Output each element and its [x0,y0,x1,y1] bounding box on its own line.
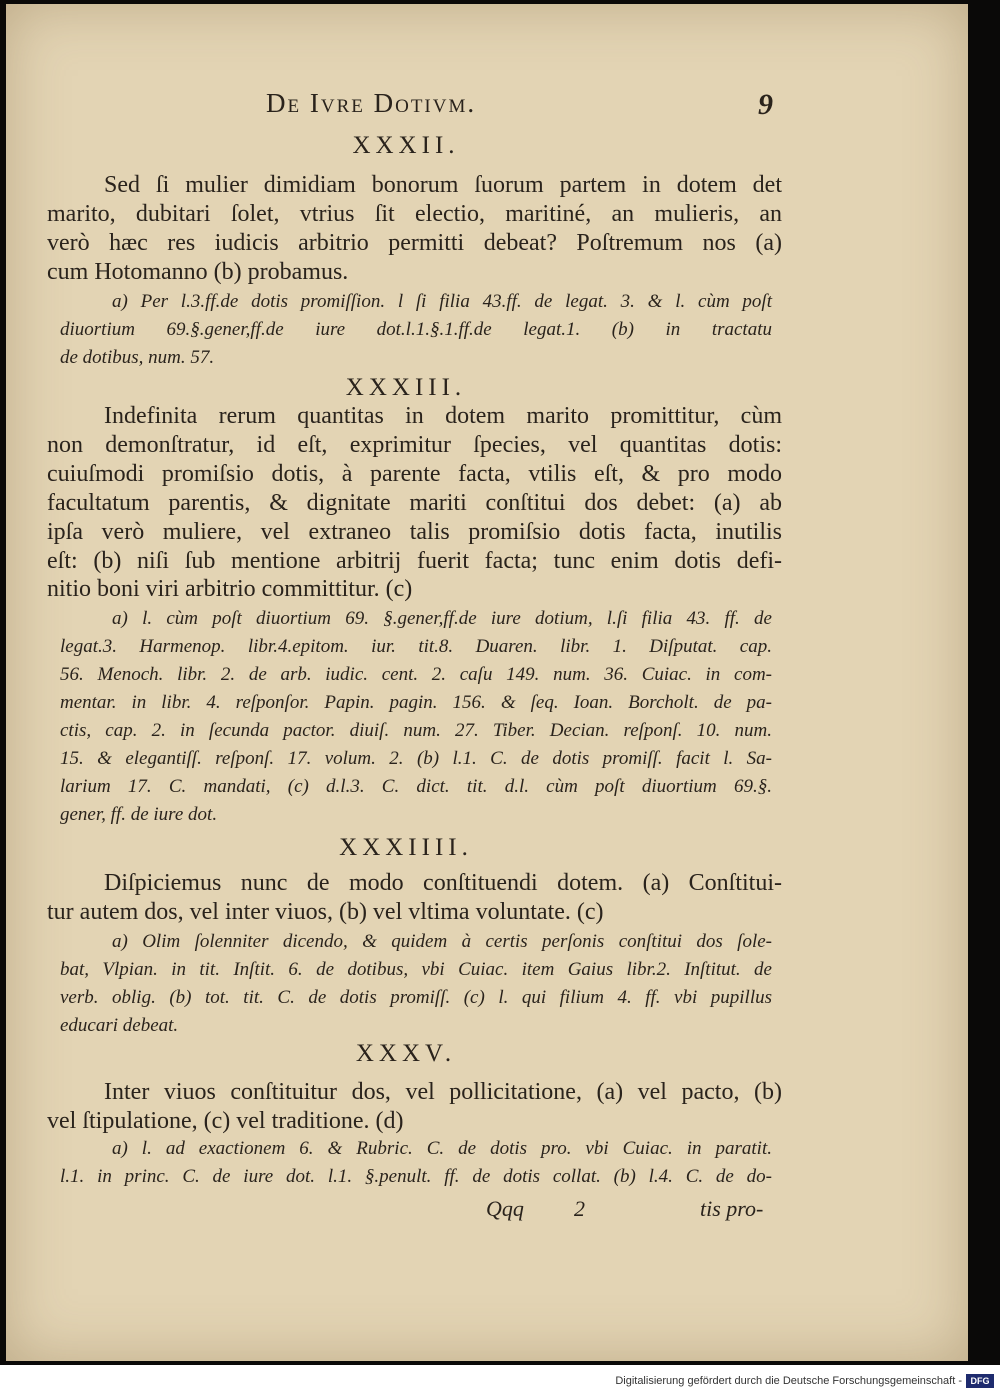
footnote-line: 56. Menoch. libr. 2. de arb. iudic. cent. 2. caſu 149. num. 36. Cuiac. in com- [60,664,772,685]
body-line: eſt: (b) niſi ſub mentione arbitrij fuerit facta; tunc enim dotis defi- [47,548,782,574]
footnote-line: a) l. ad exactionem 6. & Rubric. C. de dotis pro. vbi Cuiac. in paratit. [112,1138,772,1159]
book-page [6,4,968,1361]
section-numeral: XXXV. [355,1040,457,1067]
dfg-logo: DFG [966,1374,994,1388]
body-line: Diſpiciemus nunc de modo conſtituendi dotem. (a) Conſtitui- [104,870,782,896]
footnote-line: larium 17. C. mandati, (c) d.l.3. C. dict. tit. d.l. cùm poſt diuortium 69.§. [60,776,772,797]
digitization-note: Digitalisierung gefördert durch die Deutsche Forschungsgemeinschaft - [615,1375,962,1387]
printer-signature: Qqq [486,1196,524,1221]
section-numeral: XXXIII. [345,374,467,401]
running-title: De Ivre Dotivm. [266,88,477,118]
body-line: cuiuſmodi promiſsio dotis, à parente facta, vtilis eſt, & pro modo [47,461,782,487]
section-numeral: XXXIIII. [339,834,473,861]
body-line: Indefinita rerum quantitas in dotem marito promittitur, cùm [104,403,782,429]
footnote-line: a) l. cùm poſt diuortium 69. §.gener,ff.de iure dotium, l.ſi filia 43. ff. de [112,608,772,629]
footnote-line: mentar. in libr. 4. reſponſor. Papin. pagin. 156. & ſeq. Ioan. Borcholt. de pa- [60,692,772,713]
footnote-line: de dotibus, num. 57. [60,347,215,368]
catchword: tis pro- [700,1196,764,1221]
footnote-line: 15. & elegantiſſ. reſponſ. 17. volum. 2. (b) l.1. C. de dotis promiſſ. facit l. Sa- [60,748,772,769]
footnote-line: diuortium 69.§.gener,ff.de iure dot.l.1.§.1.ff.de legat.1. (b) in tractatu [60,319,772,340]
body-line: verò hæc res iudicis arbitrio permitti debeat? Poſtremum nos (a) [47,230,782,256]
body-line: ipſa verò muliere, vel extraneo talis promiſsio dotis facta, inutilis [47,519,782,545]
footnote-line: verb. oblig. (b) tot. tit. C. de dotis promiſſ. (c) l. qui filium 4. ff. vbi pupillus [60,987,772,1008]
page-number: 9 [758,88,773,121]
footnote-line: a) Olim ſolenniter dicendo, & quidem à certis perſonis conſtitui dos ſole- [112,931,772,952]
footnote-line: legat.3. Harmenop. libr.4.epitom. iur. tit.8. Duaren. libr. 1. Diſputat. cap. [60,636,772,657]
body-line: tur autem dos, vel inter viuos, (b) vel vltima voluntate. (c) [47,899,604,925]
footnote-line: ctis, cap. 2. in ſecunda pactor. diuiſ. num. 27. Tiber. Decian. reſponſ. 10. num. [60,720,772,741]
body-line: Sed ſi mulier dimidiam bonorum ſuorum partem in dotem det [104,172,782,198]
body-line: non demonſtratur, id eſt, exprimitur ſpecies, vel quantitas dotis: [47,432,782,458]
body-line: cum Hotomanno (b) probamus. [47,259,349,285]
footnote-line: a) Per l.3.ff.de dotis promiſſion. l ſi filia 43.ff. de legat. 3. & l. cùm poſt [112,291,772,312]
body-line: vel ſtipulatione, (c) vel traditione. (d) [47,1108,404,1134]
body-line: Inter viuos conſtituitur dos, vel pollicitatione, (a) vel pacto, (b) [104,1079,782,1105]
footnote-line: l.1. in princ. C. de iure dot. l.1. §.penult. ff. de dotis collat. (b) l.4. C. de do- [60,1166,772,1187]
footnote-line: educari debeat. [60,1015,179,1036]
footnote-line: bat, Vlpian. in tit. Inſtit. 6. de dotibus, vbi Cuiac. item Gaius libr.2. Inſtitut. de [60,959,772,980]
body-line: nitio boni viri arbitrio committitur. (c) [47,576,413,602]
section-numeral: XXXII. [352,132,460,159]
body-line: marito, dubitari ſolet, vtrius ſit electio, maritiné, an mulieris, an [47,201,782,227]
signature-number: 2 [574,1196,585,1221]
footnote-line: gener, ff. de iure dot. [60,804,218,825]
body-line: facultatum parentis, & dignitate mariti conſtitui dos debet: (a) ab [47,490,782,516]
